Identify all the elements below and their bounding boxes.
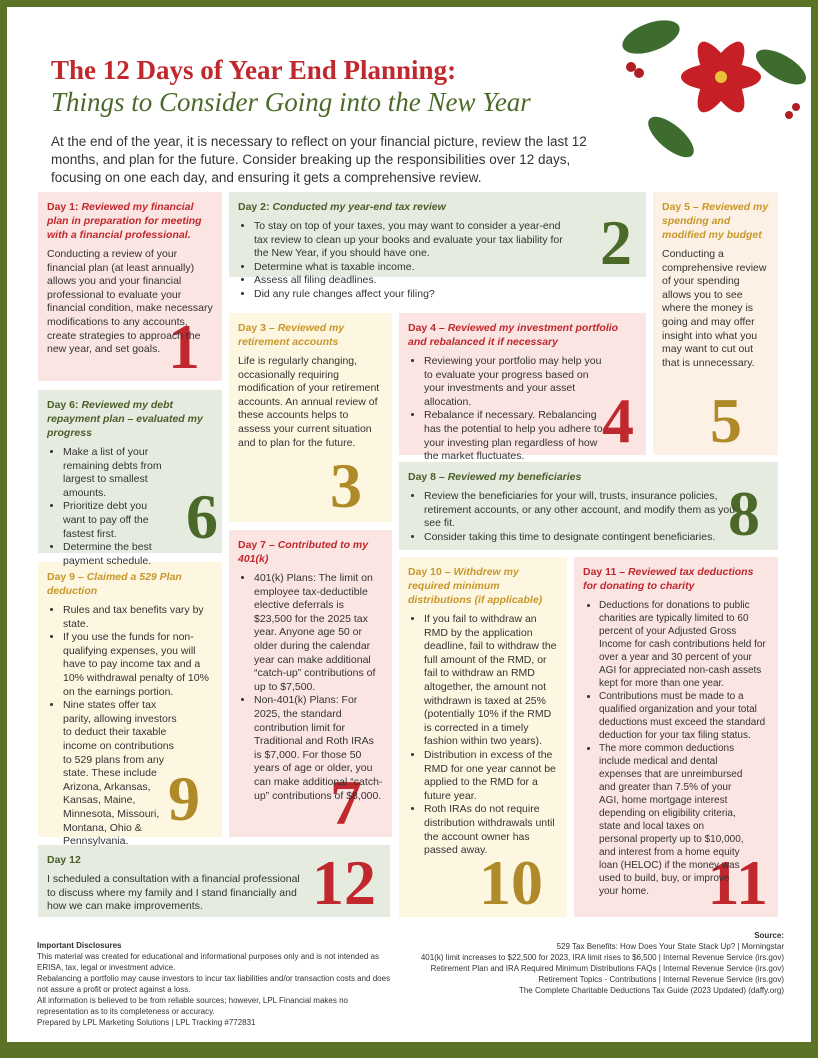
day-6-number: 6 [186,481,218,552]
day-12-number: 12 [312,847,376,918]
day-3-heading: Day 3 – Reviewed my retirement accounts [238,322,345,348]
day-2-heading: Day 2: Conducted my year-end tax review [238,201,446,213]
day-12-heading: Day 12 [47,854,81,866]
day-3-number: 3 [330,450,362,521]
day-4-card: Day 4 – Reviewed my investment portfolio and rebalanced it if necessary • Reviewing your portfolio may help you to evaluate your progress based on your investments and your asset allocation. • Rebalance if necessary. Rebalancing has the potential to help you adhere to your investing plan regardless of how the market fluctuates. 4 [399,313,646,455]
day-9-card: Day 9 – Claimed a 529 Plan deduction • Rules and tax benefits vary by state. • If you use the funds for non-qualifying expenses, you will have to pay income tax and a 10% withdrawal penalty of 10% on the earnings portion. • Nine states offer tax parity, allowing investors to deduct their taxable income on contributions to 529 plans from any state. These include Arizona, Arkansas, Kansas, Maine, Minnesota, Missouri, Montana, Ohio & Pennsylvania. 9 [38,562,222,837]
day-6-card: Day 6: Reviewed my debt repayment plan – evaluated my progress • Make a list of your remaining debts from largest to smallest amounts. • Prioritize debt you want to pay off the fastest first. • Determine the best payment schedule. 6 [38,390,222,553]
day-5-heading: Day 5 – Reviewed my spending and modified my budget [662,201,769,241]
day-1-body: Conducting a review of your financial plan (at least annually) allows you and your financial professional to evaluate your financial condition, make necessary modifications to any accounts, create strategies to approach the new year, and set goals. [47,248,213,356]
day-3-card [229,313,392,522]
sources: Source: 529 Tax Benefits: How Does Your State Stack Up? | Morningstar 401(k) limit increases to $22,500 for 2023, IRA limit rises to $6,500 | Internal Revenue Service (irs.gov) Retirement Plan and IRA Required Minimum Distributions FAQs | Internal Revenue Service (irs.gov) Retirement Topics - Contributions | Internal Revenue Service (irs.gov) The Complete Charitable Deductions Tax Guide (2023 Updated) (daffy.org) [364,930,784,996]
day-4-heading: Day 4 – Reviewed my investment portfolio and rebalanced it if necessary [408,322,619,348]
day-1-heading: Day 1: Reviewed my financial plan in preparation for meeting with a financial professional. [47,201,202,241]
day-11-heading: Day 11 – Reviewed tax deductions for donating to charity [583,566,754,592]
source-link[interactable]: 401(k) limit increases to $22,500 for 2023, IRA limit rises to $6,500 | Internal Revenue Service (irs.gov) [420,953,784,962]
day-9-number: 9 [168,763,200,834]
day-8-card: Day 8 – Reviewed my beneficiaries • Review the beneficiaries for your will, trusts, insurance policies, retirement accounts, or any other account, and modify them as you see fit. • Consider taking this time to designate contingent beneficiaries. 8 [399,462,778,550]
important-disclosures: Important Disclosures This material was created for educational and informational purposes only and is not intended as ERISA, tax, legal or investment advice. Rebalancing a portfolio may cause investors to incur tax liabilities and/or transaction costs and does not assure a profit or protect against a loss. All information is believed to be from reliable sources; however, LPL Financial makes no representation as to its completeness or accuracy. Prepared by LPL Marketing Solutions | LPL Tracking #772831 [37,941,391,1027]
day-11-number: 11 [707,847,768,918]
day-6-heading: Day 6: Reviewed my debt repayment plan – evaluated my progress [47,399,203,439]
source-link[interactable]: Retirement Topics - Contributions | Internal Revenue Service (irs.gov) [538,975,784,984]
page-subtitle: Things to Consider Going into the New Year [51,87,531,117]
day-10-number: 10 [479,847,543,918]
source-link[interactable]: The Complete Charitable Deductions Tax Guide (2023 Updated) (daffy.org) [518,986,784,995]
day-5-card [653,192,778,455]
day-7-card: Day 7 – Contributed to my 401(k) • 401(k) Plans: The limit on employee tax-deductible elective deferrals is $23,500 for the 2025 tax year. Anyone age 50 or older during the calendar year can make additional “catch-up” contributions of up to $7,500. • Non-401(k) Plans: For 2025, the standard contribution limit for Traditional and Roth IRAs is $7,000. For those 50 years of age or older, you can make additional “catch-up” contributions of $8,000. 7 [229,530,392,837]
day-2-number: 2 [600,207,632,278]
day-5-body: Conducting a comprehensive review of your spending allows you to see where the money is going and may offer insight into what you may want to cut out that is unnecessary. [662,248,767,369]
day-4-number: 4 [602,385,634,456]
day-8-number: 8 [728,478,760,549]
day-7-heading: Day 7 – Contributed to my 401(k) [238,539,369,565]
day-11-card: Day 11 – Reviewed tax deductions for donating to charity • Deductions for donations to public charities are typically limited to 60 percent of your Adjusted Gross Income for cash contributions held for over a year and 30 percent of your AGI for appreciated non-cash assets kept for more than one year. • Contributions must be made to a qualified organization and your total deductions must exceed the standard deduction for your tax filing status. • The more common deductions include medical and dental expenses that are unreimbursed and greater than 7.5% of your AGI, home mortgage interest depending on eligibility criteria, state and local taxes on personal property up to $10,000, and interest from a home equity loan (HELOC) if the money was used to build, buy, or improve your home. 11 [574,557,778,917]
source-link[interactable]: Retirement Plan and IRA Required Minimum Distributions FAQs | Internal Revenue Service (irs.gov) [430,964,784,973]
intro-text: At the end of the year, it is necessary to reflect on your financial picture, review the last 12 months, and plan for the future. Consider breaking up the responsibilities over 12 days, focusing on one each day, and ensuring it gets a comprehensive review. [51,134,587,185]
day-12-body: I scheduled a consultation with a financial professional to discuss where my family and I stand financially and how we can make improvements. [47,873,300,913]
day-10-card: Day 10 – Withdrew my required minimum distributions (if applicable) • If you fail to withdraw an RMD by the application deadline, fail to withdraw the full amount of the RMD, or fail to withdraw an RMD altogether, the amount not withdrawn is taxed at 25% (potentially 10% if the RMD is corrected in a timely fashion within two years). • Distribution in excess of the RMD for one year cannot be applied to the RMD for a future year. • Roth IRAs do not require distribution withdrawals until the account owner has passed away. 10 [399,557,567,917]
day-9-heading: Day 9 – Claimed a 529 Plan deduction [47,571,182,597]
page-title: The 12 Days of Year End Planning: [51,55,457,85]
poinsettia-illustration [611,7,811,187]
day-3-body: Life is regularly changing, occasionally requiring modification of your retirement accounts. An annual review of these accounts helps to assess your current situation and to plan for the future. [238,355,380,449]
day-12-card [38,845,390,917]
day-1-card [38,192,222,381]
day-7-number: 7 [330,767,362,838]
day-8-heading: Day 8 – Reviewed my beneficiaries [408,471,582,483]
day-5-number: 5 [710,385,742,456]
source-link[interactable]: 529 Tax Benefits: How Does Your State Stack Up? | Morningstar [556,942,784,951]
day-1-number: 1 [168,311,200,382]
day-2-card: Day 2: Conducted my year-end tax review • To stay on top of your taxes, you may want to consider a year-end tax review to clean up your books and evaluate your tax liability for the New Year, if you should have one. • Determine what is taxable income. • Assess all filing deadlines. • Did any rule changes affect your filing? 2 [229,192,646,277]
day-10-heading: Day 10 – Withdrew my required minimum distributions (if applicable) [408,566,543,606]
